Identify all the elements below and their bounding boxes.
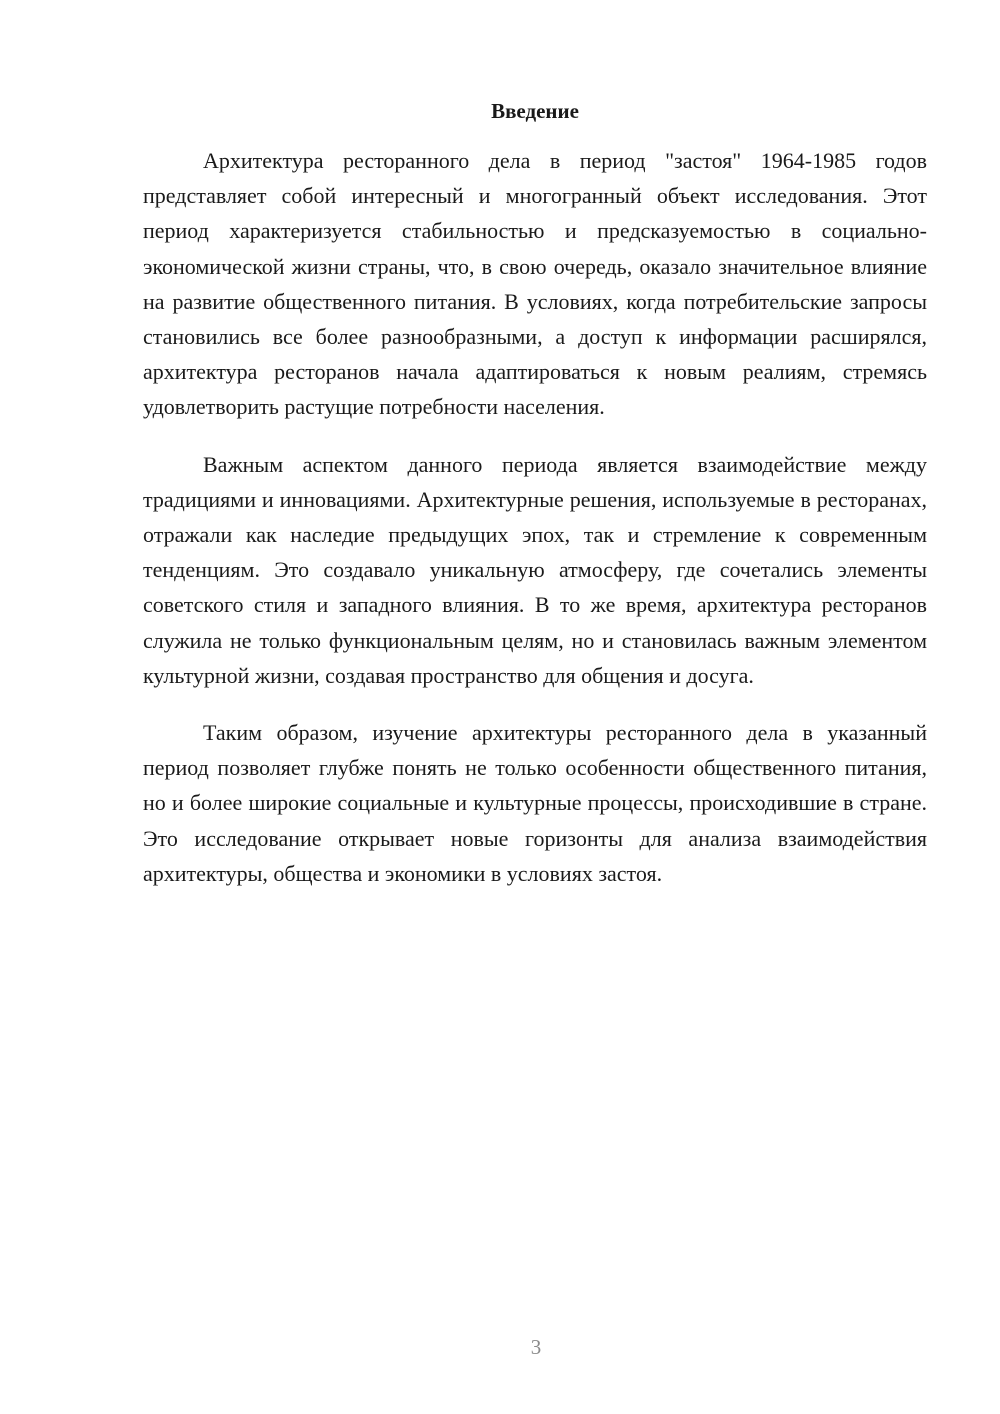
paragraph-2: Важным аспектом данного периода является взаимодействие между традициями и инновациями. Архитектурные решения, используемые в ресторанах, отражали как наследие предыдущих эпох, так и стремление к современным тенденциям. Это создавало уникальную атмосферу, где сочетались элементы советского стиля и западного влияния. В то же время, архитектура ресторанов служила не только функциональным целям, но и становилась важным элементом культурной жизни, создавая пространство для общения и досуга. xyxy=(143,451,927,688)
page-title: Введение xyxy=(491,99,579,123)
document-body xyxy=(143,143,927,913)
page-number: 3 xyxy=(530,1335,542,1359)
paragraph-3: Таким образом, изучение архитектуры ресторанного дела в указанный период позволяет глубже понять не только особенности общественного питания, но и более широкие социальные и культурные процессы, происходившие в стране. Это исследование открывает новые горизонты для анализа взаимодействия архитектуры, общества и экономики в условиях застоя. xyxy=(143,720,927,886)
paragraph-1: Архитектура ресторанного дела в период "застоя" 1964-1985 годов представляет собой интересный и многогранный объект исследования. Этот период характеризуется стабильностью и предсказуемостью в социально-экономической жизни страны, что, в свою очередь, оказало значительное влияние на развитие общественного питания. В условиях, когда потребительские запросы становились все более разнообразными, а доступ к информации расширялся, архитектура ресторанов начала адаптироваться к новым реалиям, стремясь удовлетворить растущие потребности населения. xyxy=(143,148,927,420)
